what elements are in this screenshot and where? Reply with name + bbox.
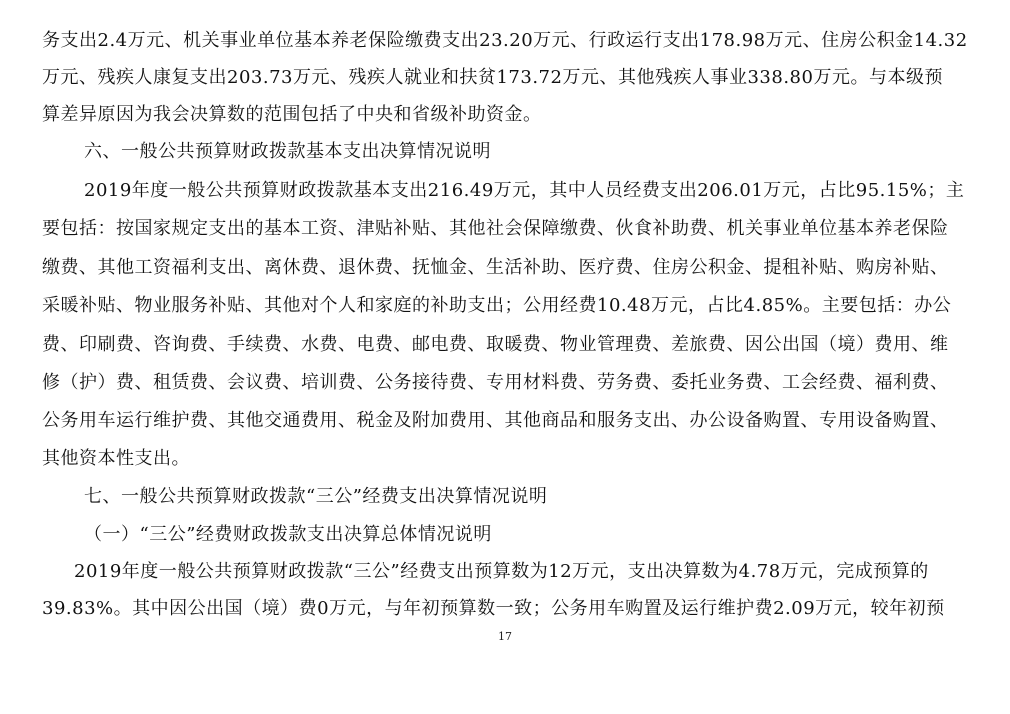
text-line: 公务用车运行维护费、其他交通费用、税金及附加费用、其他商品和服务支出、办公设备购置、专用设备购置、	[42, 410, 949, 431]
text-line: 要包括：按国家规定支出的基本工资、津贴补贴、其他社会保障缴费、伙食补助费、机关事业单位基本养老保险	[42, 218, 949, 239]
text-line: 2019年度一般公共预算财政拨款“三公”经费支出预算数为12万元，支出决算数为4.78万元，完成预算的	[74, 561, 929, 582]
text-line: 费、印刷费、咨询费、手续费、水费、电费、邮电费、取暖费、物业管理费、差旅费、因公出国（境）费用、维	[42, 334, 949, 355]
text-line: 万元、残疾人康复支出203.73万元、残疾人就业和扶贫173.72万元、其他残疾人事业338.80万元。与本级预	[42, 67, 943, 88]
text-line: 39.83%。其中因公出国（境）费0万元，与年初预算数一致；公务用车购置及运行维护费2.09万元，较年初预	[42, 598, 945, 619]
text-line: 其他资本性支出。	[42, 448, 190, 469]
text-line: 缴费、其他工资福利支出、离休费、退休费、抚恤金、生活补助、医疗费、住房公积金、提租补贴、购房补贴、	[42, 257, 949, 278]
section-heading: 七、一般公共预算财政拨款“三公”经费支出决算情况说明	[84, 486, 548, 507]
text-line: 务支出2.4万元、机关事业单位基本养老保险缴费支出23.20万元、行政运行支出178.98万元、住房公积金14.32	[42, 30, 968, 51]
text-line: 修（护）费、租赁费、会议费、培训费、公务接待费、专用材料费、劳务费、委托业务费、工会经费、福利费、	[42, 372, 949, 393]
section-heading: 六、一般公共预算财政拨款基本支出决算情况说明	[84, 141, 491, 162]
text-line: 采暖补贴、物业服务补贴、其他对个人和家庭的补助支出；公用经费10.48万元，占比4.85%。主要包括：办公	[42, 295, 952, 316]
subsection-heading: （一）“三公”经费财政拨款支出决算总体情况说明	[84, 524, 492, 545]
page-number: 17	[498, 630, 512, 643]
text-line: 算差异原因为我会决算数的范围包括了中央和省级补助资金。	[42, 104, 542, 125]
text-line: 2019年度一般公共预算财政拨款基本支出216.49万元，其中人员经费支出206.01万元，占比95.15%；主	[84, 180, 965, 201]
